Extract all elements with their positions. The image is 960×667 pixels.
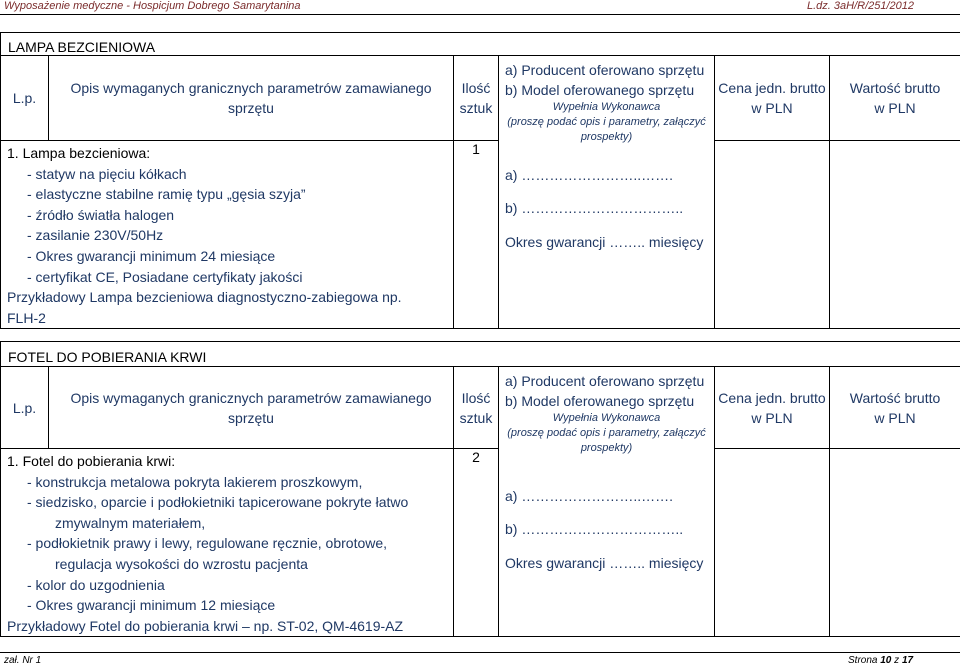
quantity-value: 1 bbox=[454, 141, 499, 329]
page-total: 17 bbox=[901, 655, 914, 666]
col-header-quantity bbox=[454, 367, 499, 449]
producer-label: a) Producent oferowano sprzętu bbox=[505, 373, 705, 389]
spec-line: - statyw na pięciu kółkach bbox=[27, 165, 187, 182]
page-prefix: Strona bbox=[848, 655, 878, 666]
document-reference-number: L.dz. 3aH/R/251/2012 bbox=[807, 0, 915, 12]
item-description bbox=[1, 141, 454, 329]
col-header-description-line1: Opis wymaganych granicznych parametrów zamawianego bbox=[70, 80, 432, 96]
col-header-quantity-line1: Ilość bbox=[461, 80, 491, 96]
producer-model-cell bbox=[499, 367, 715, 637]
spec-line-continuation: regulacja wysokości do wzrostu pacjenta bbox=[55, 555, 308, 572]
model-label: b) Model oferowanego sprzętu bbox=[505, 82, 695, 98]
producer-model-cell bbox=[499, 56, 715, 329]
col-header-unit-price-line2: w PLN bbox=[751, 409, 793, 426]
answer-b-field[interactable]: b) …………………………….. bbox=[505, 521, 684, 537]
spec-line: - Okres gwarancji minimum 12 miesiące bbox=[27, 597, 276, 614]
col-header-unit-price-line2: w PLN bbox=[751, 100, 793, 116]
page-current: 10 bbox=[880, 655, 892, 666]
example-model-line2: FLH-2 bbox=[7, 309, 46, 326]
spec-line: - certyfikat CE, Posiadane certyfikaty jakości bbox=[27, 268, 303, 285]
producer-label: a) Producent oferowano sprzętu bbox=[505, 62, 705, 78]
chair-table bbox=[0, 341, 960, 637]
answer-a-field[interactable]: a) ……………………..……. bbox=[505, 167, 674, 183]
page-number bbox=[848, 655, 913, 666]
col-header-lp: L.p. bbox=[1, 367, 49, 449]
spec-line: - konstrukcja metalowa pokryta lakierem proszkowym, bbox=[27, 473, 363, 490]
unit-price-input[interactable] bbox=[715, 141, 830, 329]
col-header-quantity-line1: Ilość bbox=[461, 389, 491, 406]
col-header-quantity bbox=[454, 56, 499, 141]
header-divider bbox=[0, 14, 960, 15]
attachment-number: zał. Nr 1 bbox=[4, 655, 42, 666]
filled-by-contractor-note: Wypełnia Wykonawca bbox=[552, 412, 661, 424]
col-header-unit-price-line1: Cena jedn. brutto bbox=[718, 80, 826, 96]
col-header-total-value bbox=[830, 56, 960, 141]
prospectus-note-line1: (proszę podać opis i parametry, załączyć bbox=[507, 427, 706, 439]
quantity-value: 2 bbox=[454, 449, 499, 637]
col-header-total-value bbox=[830, 367, 960, 449]
spec-line-continuation: zmywalnym materiałem, bbox=[55, 514, 206, 531]
spec-line: - źródło światła halogen bbox=[27, 206, 175, 223]
col-header-description-line1: Opis wymaganych granicznych parametrów zamawianego bbox=[70, 389, 432, 406]
col-header-unit-price bbox=[715, 367, 830, 449]
col-header-lp: L.p. bbox=[1, 56, 49, 141]
item-title: 1. Fotel do pobierania krwi: bbox=[7, 453, 176, 469]
total-value-input[interactable] bbox=[830, 449, 960, 637]
col-header-unit-price bbox=[715, 56, 830, 141]
col-header-description bbox=[49, 56, 454, 141]
footer-divider bbox=[0, 652, 960, 653]
col-header-description bbox=[49, 367, 454, 449]
spec-line: - elastyczne stabilne ramię typu „gęsia szyja” bbox=[27, 186, 306, 203]
section-title: FOTEL DO POBIERANIA KRWI bbox=[1, 342, 960, 367]
answer-b-field[interactable]: b) …………………………….. bbox=[505, 200, 684, 216]
col-header-description-line2: sprzętu bbox=[228, 100, 274, 116]
total-value-input[interactable] bbox=[830, 141, 960, 329]
col-header-description-line2: sprzętu bbox=[228, 409, 274, 426]
item-description bbox=[1, 449, 454, 637]
col-header-quantity-line2: sztuk bbox=[459, 409, 493, 426]
filled-by-contractor-note: Wypełnia Wykonawca bbox=[552, 101, 661, 113]
col-header-total-value-line1: Wartość brutto bbox=[849, 80, 941, 96]
example-model-line1: Przykładowy Fotel do pobierania krwi – np. ST-02, QM-4619-AZ bbox=[7, 617, 404, 634]
unit-price-input[interactable] bbox=[715, 449, 830, 637]
page-separator: z bbox=[894, 655, 900, 666]
col-header-total-value-line2: w PLN bbox=[874, 100, 916, 116]
col-header-total-value-line1: Wartość brutto bbox=[849, 389, 941, 406]
model-label: b) Model oferowanego sprzętu bbox=[505, 393, 695, 409]
spec-line: - siedzisko, oparcie i podłokietniki tapicerowane pokryte łatwo bbox=[27, 494, 409, 511]
section-title: LAMPA BEZCIENIOWA bbox=[1, 33, 960, 56]
prospectus-note-line2: prospekty) bbox=[580, 442, 633, 454]
col-header-quantity-line2: sztuk bbox=[459, 100, 493, 116]
col-header-unit-price-line1: Cena jedn. brutto bbox=[718, 389, 826, 406]
prospectus-note-line2: prospekty) bbox=[580, 131, 633, 143]
prospectus-note-line1: (proszę podać opis i parametry, załączyć bbox=[507, 116, 706, 128]
answer-a-field[interactable]: a) ……………………..……. bbox=[505, 488, 674, 504]
example-model-line1: Przykładowy Lampa bezcieniowa diagnostyczno-zabiegowa np. bbox=[7, 289, 402, 306]
col-header-total-value-line2: w PLN bbox=[874, 409, 916, 426]
spec-line: - kolor do uzgodnienia bbox=[27, 576, 165, 593]
spec-line: - podłokietnik prawy i lewy, regulowane ręcznie, obrotowe, bbox=[27, 535, 388, 552]
warranty-field[interactable]: Okres gwarancji …….. miesięcy bbox=[505, 234, 704, 250]
document-header-title: Wyposażenie medyczne - Hospicjum Dobrego Samarytanina bbox=[4, 0, 301, 12]
warranty-field[interactable]: Okres gwarancji …….. miesięcy bbox=[505, 555, 704, 571]
lamp-table bbox=[0, 32, 960, 329]
spec-line: - Okres gwarancji minimum 24 miesiące bbox=[27, 247, 276, 264]
item-title: 1. Lampa bezcieniowa: bbox=[7, 145, 151, 161]
spec-line: - zasilanie 230V/50Hz bbox=[27, 227, 164, 244]
